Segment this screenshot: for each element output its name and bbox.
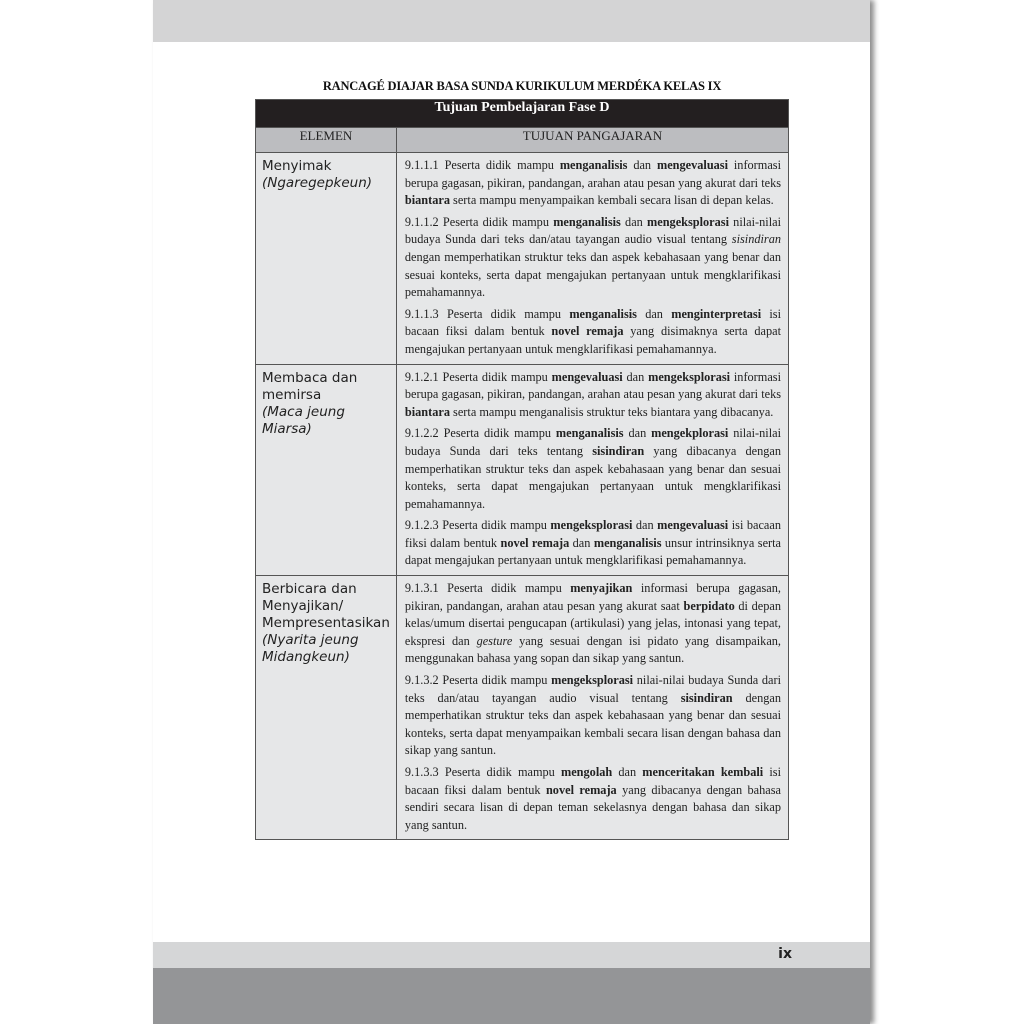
goal-text: dan <box>569 535 594 550</box>
goal-text: dengan memperhatikan struktur teks dan aspek kebahasaan yang benar dan sesuai konteks, serta dapat menyampaikan kembali secara lisan dengan bahasa dan sikap yang santun. <box>404 690 781 758</box>
element-sundanese: (Ngaregepkeun) <box>262 175 373 191</box>
italic-term: gesture <box>476 633 513 648</box>
bold-term: mengeksplorasi <box>647 214 729 229</box>
header-band <box>153 0 870 42</box>
goal-paragraph <box>405 306 781 359</box>
bold-term: menganalisis <box>559 158 628 172</box>
goal-text: yang dibacanya dengan memperhatikan struktur teks dan aspek kebahasaan yang benar dan sesuai konteks, serta dapat mengajukan pertanyaan untuk mengklarifikasi pemahamannya. <box>404 443 781 511</box>
goal-text: dengan memperhatikan struktur teks dan aspek kebahasaan yang benar dan sesuai konteks, serta dapat mengajukan pertanyaan untuk mengklarifikasi pemahamannya. <box>404 249 781 300</box>
goal-text: di depan kelas/umum disertai pengucapan (artikulasi) yang jelas, intonasi yang tepat, ekspresi dan <box>404 598 781 648</box>
bold-term: novel remaja <box>500 535 570 550</box>
goal-text: isi bacaan fiksi dalam bentuk <box>404 518 781 550</box>
bold-term: mengolah <box>560 765 613 779</box>
table-row <box>256 364 789 576</box>
element-sundanese: (Nyarita jeung Midangkeun) <box>262 632 359 666</box>
learning-goals-table <box>255 99 789 840</box>
goal-paragraph <box>405 425 781 513</box>
bold-term: mengevaluasi <box>656 158 729 172</box>
goal-paragraph <box>405 369 781 422</box>
bold-term: mengeksplorasi <box>648 369 731 384</box>
table-title: Tujuan Pembelajaran Fase D <box>256 100 789 128</box>
footer-dark-band <box>153 968 870 1024</box>
bold-term: mengekplorasi <box>651 426 729 441</box>
goal-text: yang dibacanya dengan bahasa sendiri secara lisan di depan teman sekelasnya dengan bahasa dan sikap yang santun. <box>404 782 781 832</box>
document-page <box>153 0 870 1024</box>
goal-text: dan <box>620 214 647 229</box>
goal-text: yang sesuai dengan isi pidato yang disampaikan, menggunakan bahasa yang sopan dan sikap yang santun. <box>404 633 781 666</box>
goal-text: dan <box>632 518 658 533</box>
bold-term: biantara <box>404 404 450 419</box>
goal-paragraph <box>405 214 781 302</box>
goal-text: yang disimaknya serta dapat mengajukan pertanyaan untuk mengklarifikasi pemahamannya. <box>404 324 781 356</box>
goal-text: informasi berupa gagasan, pikiran, pandangan, arahan atau pesan yang akurat dari teks <box>404 158 782 190</box>
bold-term: menceritakan kembali <box>642 765 764 779</box>
element-cell <box>256 364 397 576</box>
bold-term: mengevaluasi <box>657 518 729 533</box>
goal-text: dan <box>636 306 672 321</box>
table-row <box>256 576 789 840</box>
goal-text: informasi berupa gagasan, pikiran, pandangan, arahan atau pesan yang akurat saat <box>404 581 781 613</box>
element-name: Membaca dan memirsa <box>262 369 358 403</box>
goal-text: nilai-nilai budaya Sunda dari teks dan/atau tayangan audio visual tentang <box>404 214 781 247</box>
bold-term: menganalisis <box>569 306 637 321</box>
element-sundanese: (Maca jeung Miarsa) <box>262 403 345 437</box>
goal-text: isi bacaan fiksi dalam bentuk <box>404 306 781 339</box>
goal-text: dan <box>622 369 649 384</box>
bold-term: mengeksplorasi <box>551 673 634 688</box>
goal-text: 9.1.3.1 Peserta didik mampu <box>404 581 571 596</box>
bold-term: berpidato <box>683 598 735 613</box>
bold-term: mengeksplorasi <box>550 518 633 533</box>
element-name: Menyimak <box>262 158 332 174</box>
bold-term: novel remaja <box>551 324 624 339</box>
goal-paragraph <box>405 580 781 668</box>
goal-text: dan <box>627 158 657 172</box>
goal-text: 9.1.3.2 Peserta didik mampu <box>404 673 552 688</box>
element-name: Berbicara dan Menyajikan/ Mempresentasikan <box>262 581 390 632</box>
table-row <box>256 153 789 365</box>
goal-text: 9.1.1.3 Peserta didik mampu <box>404 306 570 321</box>
bold-term: mengevaluasi <box>551 369 623 384</box>
element-cell <box>256 576 397 840</box>
bold-term: sisindiran <box>592 443 645 458</box>
bold-term: biantara <box>404 193 450 208</box>
bold-term: menyajikan <box>570 581 633 596</box>
goal-paragraph <box>405 672 781 760</box>
italic-term: sisindiran <box>731 232 781 247</box>
page-number: ix <box>778 946 792 962</box>
goal-text: isi bacaan fiksi dalam bentuk <box>404 765 781 797</box>
goal-text: 9.1.2.2 Peserta didik mampu <box>404 426 556 441</box>
goals-cell <box>396 364 788 576</box>
goal-text: nilai-nilai budaya Sunda dari teks tentang <box>404 426 782 458</box>
goal-text: unsur intrinsiknya serta dapat mengajukan pertanyaan untuk mengklarifikasi pemahamannya. <box>404 535 781 568</box>
goals-cell <box>396 153 788 365</box>
goal-paragraph <box>405 517 781 570</box>
goal-text: nilai-nilai budaya Sunda dari teks dan/atau tayangan audio visual tentang <box>404 673 781 705</box>
goal-text: 9.1.3.3 Peserta didik mampu <box>404 765 561 779</box>
goal-paragraph <box>405 764 781 834</box>
bold-term: novel remaja <box>545 782 617 797</box>
goals-cell <box>396 576 788 840</box>
footer-band <box>153 942 870 968</box>
bold-term: menginterpretasi <box>671 306 762 321</box>
goal-paragraph <box>405 157 781 210</box>
goal-text: 9.1.2.3 Peserta didik mampu <box>404 518 551 533</box>
goal-text: serta mampu menganalisis struktur teks biantara yang dibacanya. <box>449 404 774 419</box>
goal-text: 9.1.2.1 Peserta didik mampu <box>404 369 552 384</box>
goal-text: informasi berupa gagasan, pikiran, pandangan, arahan atau pesan yang akurat dari teks <box>404 369 782 402</box>
element-cell <box>256 153 397 365</box>
column-header-goals: TUJUAN PANGAJARAN <box>396 128 788 153</box>
bold-term: menganalisis <box>553 214 621 229</box>
goal-text: serta mampu menyampaikan kembali secara lisan di depan kelas. <box>449 193 774 208</box>
goal-text: 9.1.1.1 Peserta didik mampu <box>404 158 560 172</box>
goal-text: dan <box>623 426 652 441</box>
bold-term: sisindiran <box>680 690 733 705</box>
goal-text: dan <box>612 765 643 779</box>
running-title: RANCAGÉ DIAJAR BASA SUNDA KURIKULUM MERDÉKA KELAS IX <box>322 79 722 93</box>
bold-term: menganalisis <box>555 426 624 441</box>
column-header-element: ELEMEN <box>256 128 397 153</box>
goal-text: 9.1.1.2 Peserta didik mampu <box>404 214 554 229</box>
bold-term: menganalisis <box>593 535 662 550</box>
